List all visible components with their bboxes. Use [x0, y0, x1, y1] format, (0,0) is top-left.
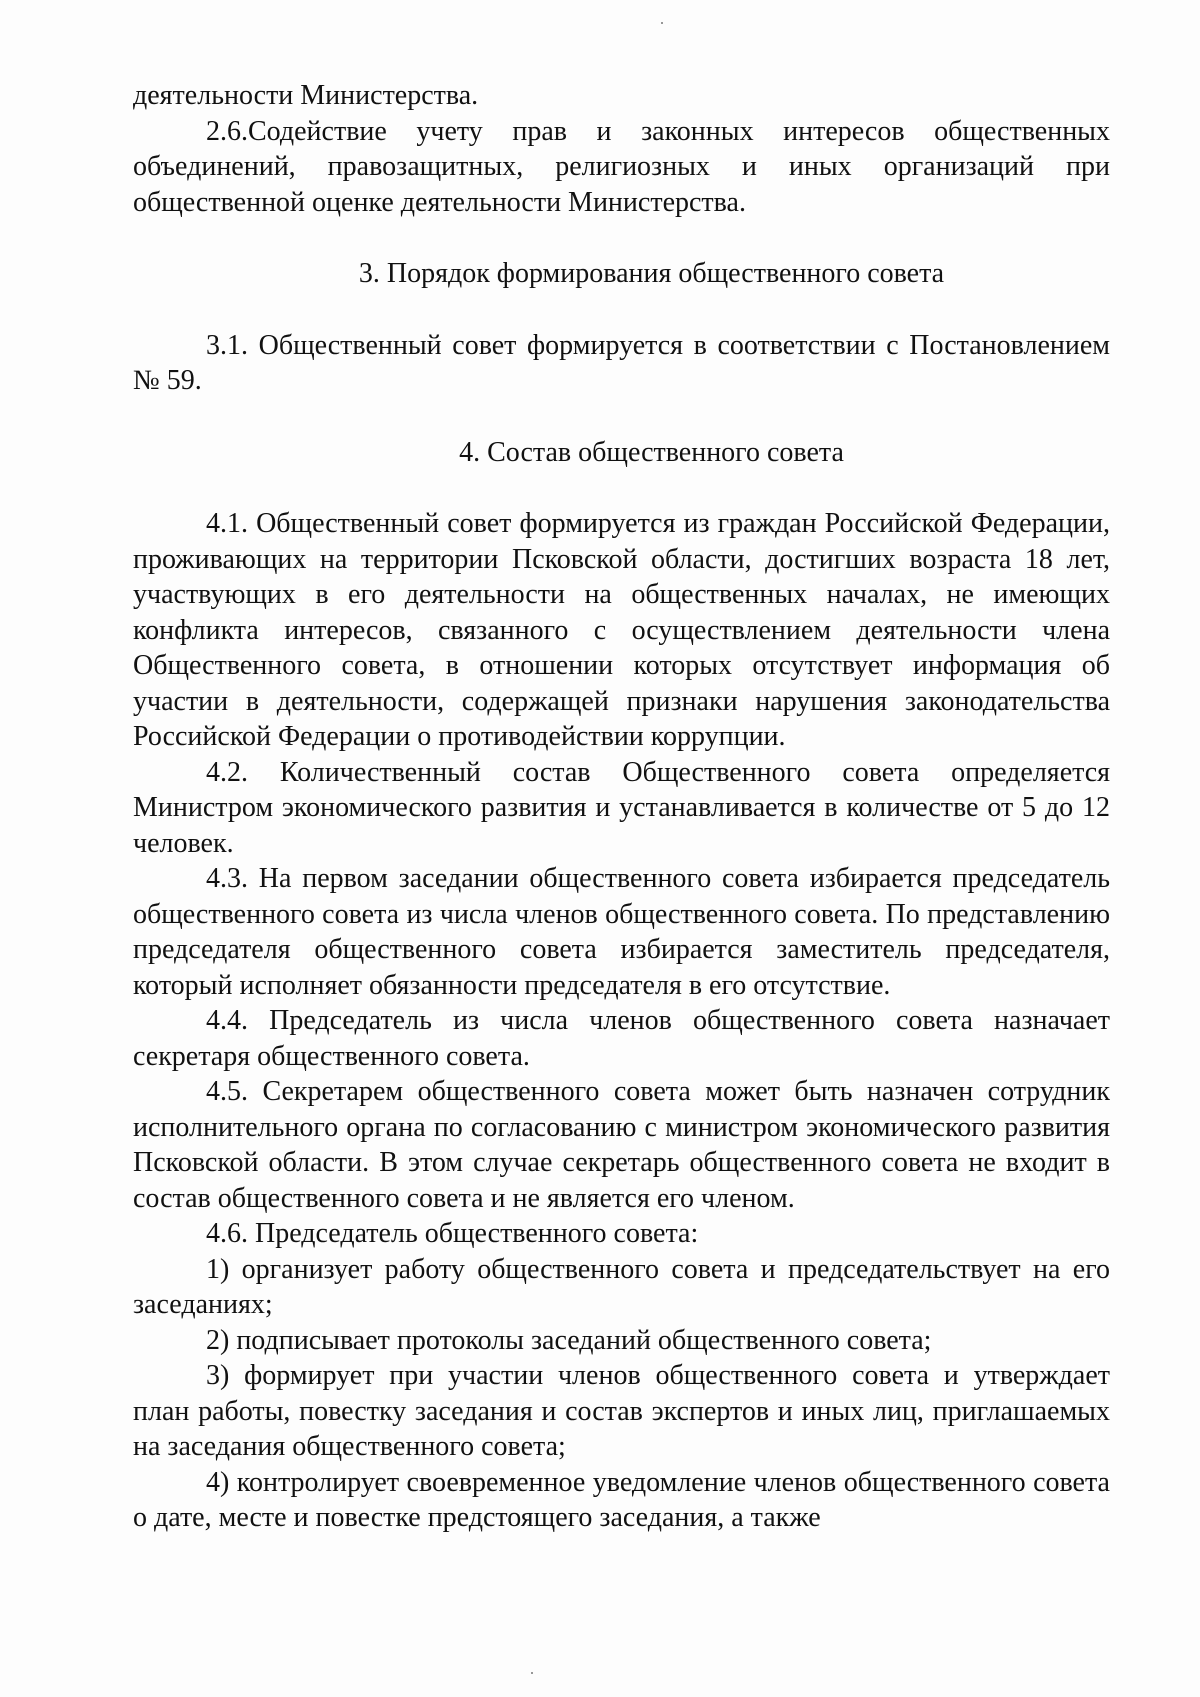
paragraph-4-5: 4.5. Секретарем общественного совета может быть назначен сотрудник исполнительного органа по согласованию с министром экономического развития Псковской области. В этом случае секретарь общественного совета не входит в состав общественного совета и не является его членом.: [133, 1076, 1110, 1214]
list-item-1: 1) организует работу общественного совета и председательствует на его заседаниях;: [133, 1253, 1110, 1320]
scan-speck: [531, 1672, 533, 1674]
scan-speck: [661, 22, 663, 24]
paragraph-3-1: 3.1. Общественный совет формируется в соответствии с Постановлением № 59.: [133, 329, 1110, 396]
paragraph-4-1: 4.1. Общественный совет формируется из граждан Российской Федерации, проживающих на территории Псковской области, достигших возраста 18 лет, участвующих в его деятельности на общественных началах, не имеющих конфликта интересов, связанного с осуществлением деятельности члена Общественного совета, в отношении которых отсутствует информация об участии в деятельности, содержащей признаки нарушения законодательства Российской Федерации о противодействии коррупции.: [133, 508, 1110, 752]
paragraph-4-6: 4.6. Председатель общественного совета:: [206, 1218, 699, 1249]
paragraph-4-2: 4.2. Количественный состав Общественного совета определяется Министром экономического развития и устанавливается в количестве от 5 до 12 человек.: [133, 756, 1110, 859]
list-item-3: 3) формирует при участии членов общественного совета и утверждает план работы, повестку заседания и состав экспертов и иных лиц, приглашаемых на заседания общественного совета;: [133, 1360, 1110, 1462]
paragraph-continuation: деятельности Министерства.: [133, 80, 479, 111]
paragraph-4-3: 4.3. На первом заседании общественного совета избирается председатель общественного совета из числа членов общественного совета. По представлению председателя общественного совета избирается заместитель председателя, который исполняет обязанности председателя в его отсутствие.: [133, 863, 1110, 1001]
list-item-4: 4) контролирует своевременное уведомление членов общественного совета о дате, месте и повестке предстоящего заседания, а также: [133, 1466, 1110, 1533]
paragraph-2-6: 2.6.Содействие учету прав и законных интересов общественных объединений, правозащитных, религиозных и иных организаций при общественной оценке деятельности Министерства.: [133, 115, 1110, 218]
list-item-2: 2) подписывает протоколы заседаний общественного совета;: [206, 1324, 932, 1356]
paragraph-4-4: 4.4. Председатель из числа членов общественного совета назначает секретаря общественного совета.: [133, 1005, 1110, 1072]
section-heading-3: 3. Порядок формирования общественного совета: [358, 258, 945, 289]
document-body: [133, 78, 1110, 1536]
section-heading-4: 4. Состав общественного совета: [459, 436, 844, 468]
